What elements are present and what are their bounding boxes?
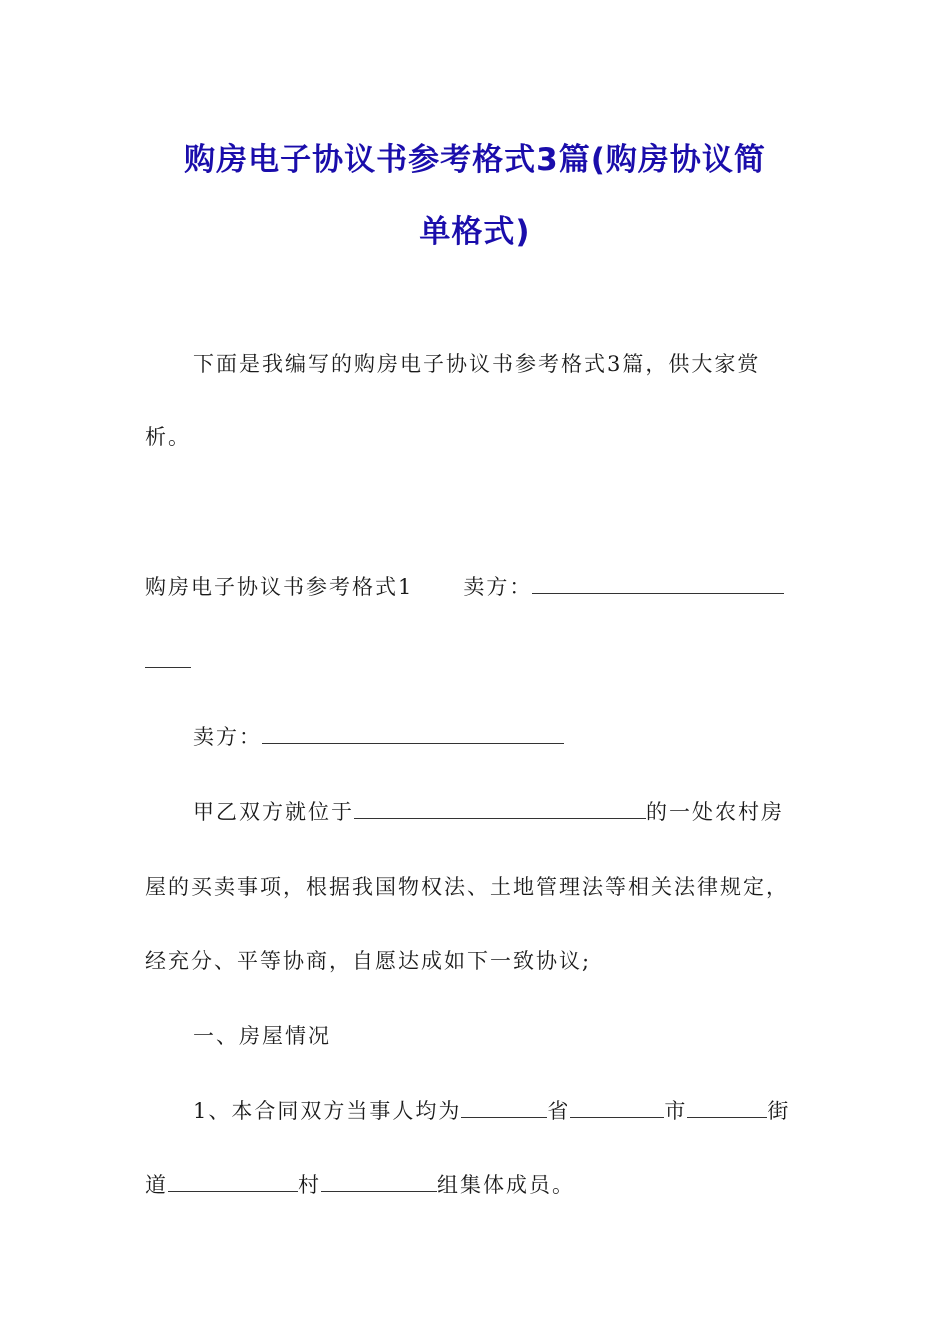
- clause-line-1: [193, 796, 784, 826]
- item1-text-village: 村: [298, 1173, 321, 1197]
- document-title-line-1: 购房电子协议书参考格式3篇(购房协议简: [184, 142, 766, 178]
- seller-blank-2: [262, 723, 564, 744]
- clause-line-3: 经充分、平等协商，自愿达成如下一致协议;: [145, 949, 592, 973]
- section-heading: 购房电子协议书参考格式1: [145, 575, 414, 599]
- item1-text-street: 街: [767, 1099, 791, 1123]
- location-blank: [354, 798, 646, 819]
- document-title-line-2: 单格式): [419, 214, 531, 250]
- seller-blank: [532, 573, 784, 594]
- clause-text-a: 甲乙双方就位于: [193, 800, 354, 824]
- section-heading-row: [145, 571, 784, 601]
- village-blank: [321, 1171, 437, 1192]
- clause-line-2: 屋的买卖事项，根据我国物权法、土地管理法等相关法律规定，: [145, 875, 789, 899]
- seller-label: 卖方：: [463, 575, 533, 599]
- item1-line-2: [145, 1169, 575, 1199]
- intro-line-1: 下面是我编写的购房电子协议书参考格式3篇，供大家赏: [193, 352, 761, 376]
- clause-text-b: 的一处农村房: [646, 800, 784, 824]
- item1-text-city: 市: [664, 1099, 688, 1123]
- seller-blank-continued: [145, 647, 191, 668]
- item1-line-1: [193, 1095, 790, 1125]
- province-blank: [461, 1097, 547, 1118]
- city-blank: [570, 1097, 664, 1118]
- road-blank: [168, 1171, 298, 1192]
- item1-text-road: 道: [145, 1173, 168, 1197]
- seller-blank-continued-row: [145, 647, 191, 673]
- street-blank: [687, 1097, 767, 1118]
- part-heading-house: 一、房屋情况: [193, 1024, 331, 1048]
- item1-text-group: 组集体成员。: [437, 1173, 575, 1197]
- item1-text-a: 1、本合同双方当事人均为: [193, 1099, 462, 1123]
- intro-line-2: 析。: [145, 425, 191, 449]
- seller-row-2: [193, 721, 564, 751]
- item1-text-province: 省: [547, 1099, 571, 1123]
- seller-label-2: 卖方：: [193, 725, 262, 749]
